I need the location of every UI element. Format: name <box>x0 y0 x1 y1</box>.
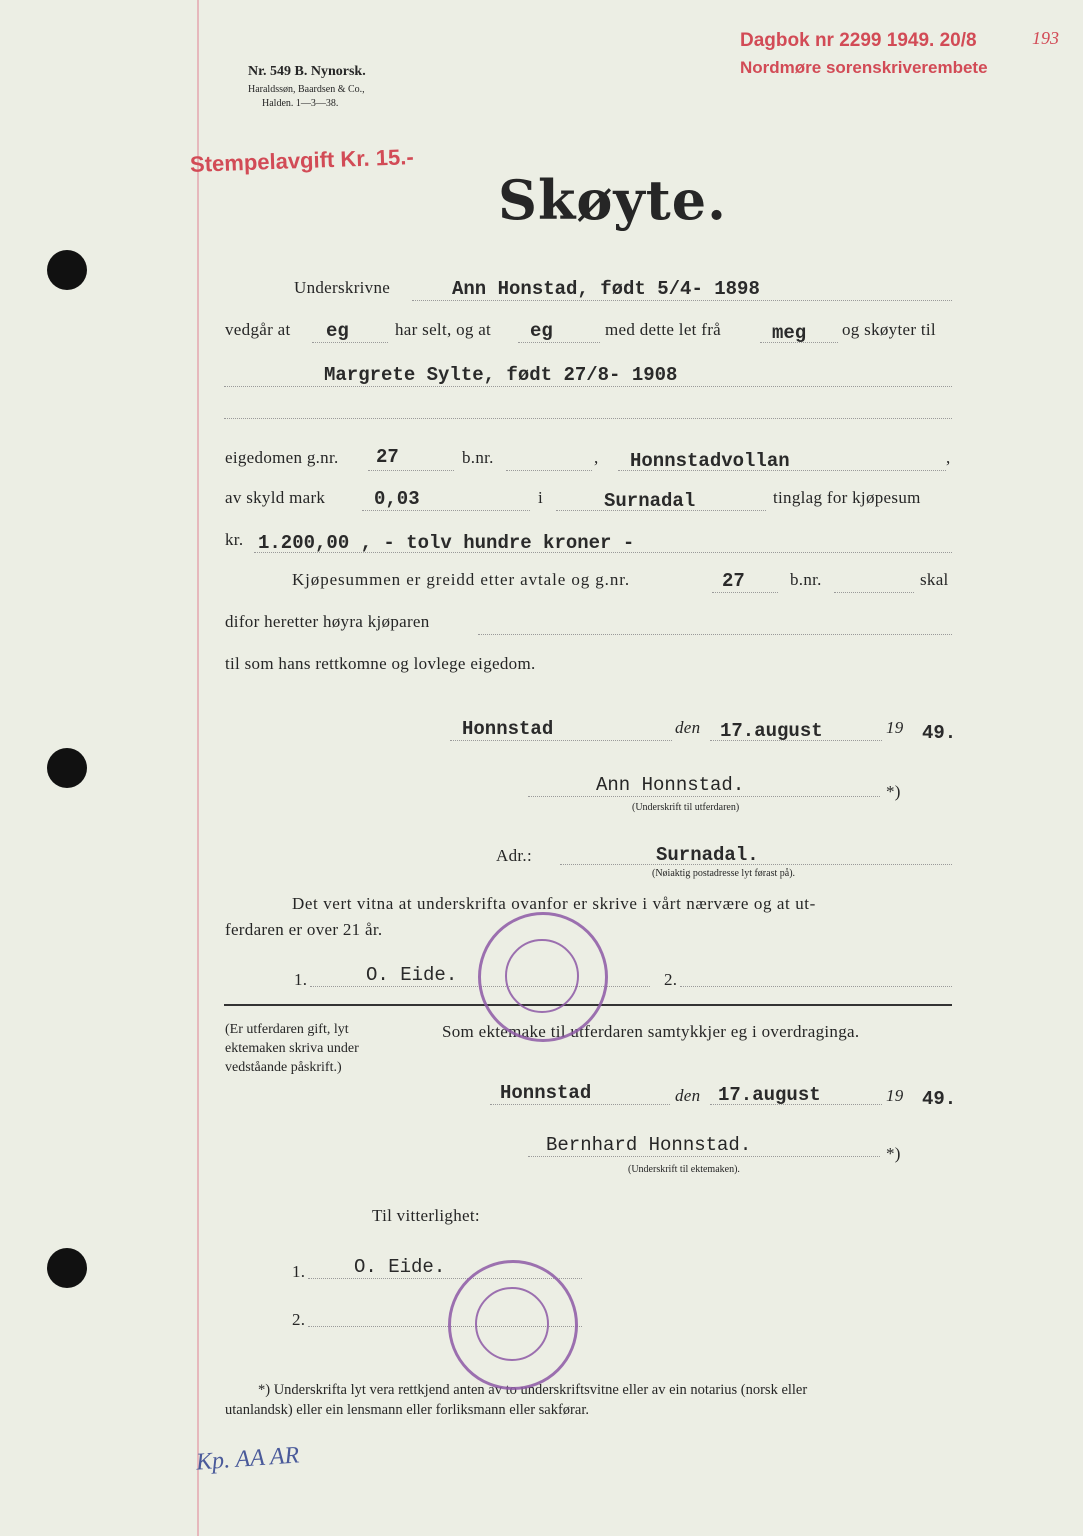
year-prefix: 19 <box>886 718 904 737</box>
vitterlighet-label: Til vitterlighet: <box>372 1206 480 1225</box>
register-line-1: Dagbok nr 2299 1949. 20/8 <box>740 30 977 51</box>
pronoun-3: meg <box>772 322 807 344</box>
spouse-asterisk: *) <box>886 1144 901 1163</box>
register-line-2: Nordmøre sorenskriverembete <box>740 58 988 77</box>
margin-rule <box>197 0 199 1536</box>
address-value: Surnadal. <box>656 844 759 866</box>
difor-label: difor heretter høyra kjøparen <box>225 612 430 631</box>
spouse-signing-date: 17.august <box>718 1084 821 1106</box>
spouse-signature: Bernhard Honnstad. <box>546 1134 752 1156</box>
eigedomen-label: eigedomen g.nr. <box>225 448 339 467</box>
punch-hole <box>47 1248 87 1288</box>
vitterlighet-num-1: 1. <box>292 1262 306 1281</box>
adr-label: Adr.: <box>496 846 532 865</box>
skal-label: skal <box>920 570 949 589</box>
signing-date: 17.august <box>720 720 823 742</box>
spouse-signature-caption: (Underskrift til ektemaken). <box>628 1164 740 1175</box>
stamp-duty: Stempelavgift Kr. 15.- <box>189 144 415 177</box>
margin-note: Kp. AA AR <box>195 1442 301 1476</box>
official-seal-stamp <box>478 912 608 1042</box>
price-value: 1.200,00 , - tolv hundre kroner - <box>258 532 635 554</box>
property-name: Honnstadvollan <box>630 450 790 472</box>
witness-1-name: O. Eide. <box>366 964 458 986</box>
gnr-value: 27 <box>376 446 399 468</box>
buyer-value: Margrete Sylte, født 27/8- 1908 <box>324 364 678 386</box>
spouse-note-1: (Er utferdaren gift, lyt <box>225 1022 349 1037</box>
og-skoyter-label: og skøyter til <box>842 320 936 339</box>
comma: , <box>946 448 951 467</box>
spouse-year-prefix: 19 <box>886 1086 904 1105</box>
footnote-line-2: utanlandsk) eller ein lensmann eller forliksmann eller sakførar. <box>225 1402 589 1418</box>
skyld-label: av skyld mark <box>225 488 326 507</box>
seller-value: Ann Honstad, født 5/4- 1898 <box>452 278 760 300</box>
bnr2-label: b.nr. <box>790 570 822 589</box>
spouse-note-3: vedståande påskrift.) <box>225 1060 342 1075</box>
address-caption: (Nøiaktig postadresse lyt førast på). <box>652 868 796 879</box>
vitterlighet-num-2: 2. <box>292 1310 306 1329</box>
document-title: Skøyte. <box>498 168 727 232</box>
vitterlighet-witness-1: O. Eide. <box>354 1256 446 1278</box>
official-seal-stamp <box>448 1260 578 1390</box>
gnr2-value: 27 <box>722 570 745 592</box>
page-reference: 193 <box>1032 28 1059 48</box>
witness-text-2: ferdaren er over 21 år. <box>225 920 383 939</box>
med-dette-label: med dette let frå <box>605 320 722 339</box>
den-label: den <box>675 718 701 737</box>
undersigned-label: Underskrivne <box>294 278 391 297</box>
seller-signature: Ann Honnstad. <box>596 774 745 796</box>
spouse-year-suffix: 49. <box>922 1088 957 1110</box>
spouse-note-2: ektemaken skriva under <box>225 1041 359 1056</box>
skyld-value: 0,03 <box>374 488 420 510</box>
kr-label: kr. <box>225 530 244 549</box>
pronoun-2: eg <box>530 320 553 342</box>
spouse-consent: Som ektemake til utferdaren samtykkjer eg i overdraginga. <box>442 1022 860 1041</box>
vedgar-label: vedgår at <box>225 320 291 339</box>
witness-text-1: Det vert vitna at underskrifta ovanfor er skrive i vårt nærvære og at ut- <box>292 894 816 913</box>
punch-hole <box>47 748 87 788</box>
til-som-label: til som hans rettkomne og lovlege eigedom. <box>225 654 536 673</box>
comma: , <box>594 448 599 467</box>
har-selt-label: har selt, og at <box>395 320 492 339</box>
spouse-signing-place: Honnstad <box>500 1082 592 1104</box>
district-value: Surnadal <box>604 490 696 512</box>
asterisk: *) <box>886 782 901 801</box>
printer-line-2: Halden. 1—3—38. <box>262 98 339 109</box>
bnr-label: b.nr. <box>462 448 494 467</box>
punch-hole <box>47 250 87 290</box>
signing-place: Honnstad <box>462 718 554 740</box>
signature-caption: (Underskrift til utferdaren) <box>632 802 740 813</box>
footnote-line-1: *) Underskrifta lyt vera rettkjend anten av to underskriftsvitne eller av ein notarius (norsk eller <box>258 1382 808 1398</box>
spouse-den-label: den <box>675 1086 701 1105</box>
tinglag-label: tinglag for kjøpesum <box>773 488 921 507</box>
printer-line-1: Haraldssøn, Baardsen & Co., <box>248 84 365 95</box>
kjopesum-label: Kjøpesummen er greidd etter avtale og g.nr. <box>292 570 630 589</box>
i-label: i <box>538 488 544 507</box>
pronoun-1: eg <box>326 320 349 342</box>
year-suffix: 49. <box>922 722 957 744</box>
form-number: Nr. 549 B. Nynorsk. <box>248 64 366 79</box>
witness-num-1: 1. <box>294 970 308 989</box>
witness-num-2: 2. <box>664 970 678 989</box>
